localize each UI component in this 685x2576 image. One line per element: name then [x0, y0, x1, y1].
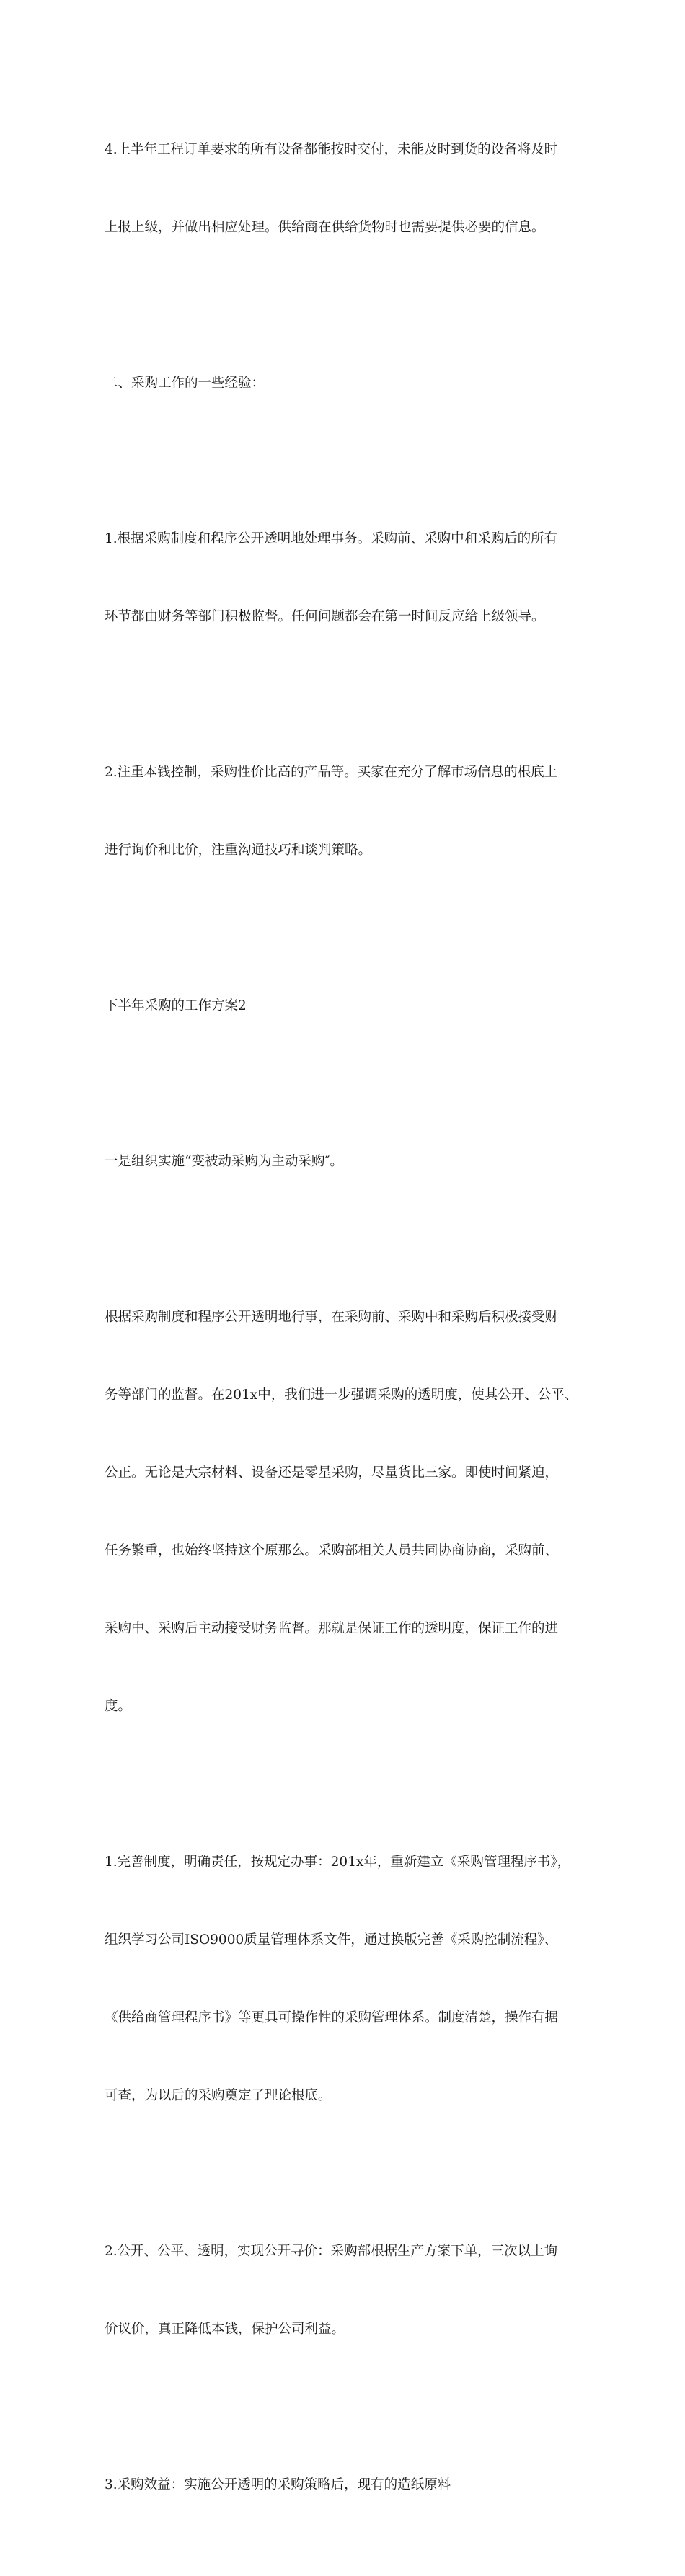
text-line: 采购中、采购后主动接受财务监督。那就是保证工作的透明度，保证工作的进 [105, 1621, 559, 1636]
text-line: 任务繁重，也始终坚持这个原那么。采购部相关人员共同协商协商，采购前、 [105, 1543, 559, 1558]
paragraph-item-4 [105, 85, 595, 293]
paragraph-plan-item-3 [105, 2420, 595, 2550]
text-line: 环节都由财务等部门积极监督。任何问题都会在第一时间反应给上级领导。 [105, 609, 545, 624]
text-line: 可查，为以后的采购奠定了理论根底。 [105, 2088, 332, 2103]
text-line: 度。 [105, 1699, 132, 1714]
section-title-plan-2 [105, 941, 595, 1071]
text-line: 1.根据采购制度和程序公开透明地处理事务。采购前、采购中和采购后的所有 [105, 531, 558, 546]
text-line: 根据采购制度和程序公开透明地行事，在采购前、采购中和采购后积极接受财 [105, 1310, 559, 1325]
text-line: 价议价，真正降低本钱，保护公司利益。 [105, 2322, 345, 2337]
text-line: 4.上半年工程订单要求的所有设备都能按时交付，未能及时到货的设备将及时 [105, 142, 558, 157]
text-line: 2.注重本钱控制，采购性价比高的产品等。买家在充分了解市场信息的根底上 [105, 765, 558, 780]
paragraph-experience-2 [105, 708, 595, 915]
text-line: 1.完善制度，明确责任，按规定办事：201x年，重新建立《采购管理程序书》， [105, 1855, 571, 1870]
text-line: 一是组织实施“变被动采购为主动采购″。 [105, 1154, 343, 1169]
paragraph-experience-1 [105, 474, 595, 682]
text-line: 上报上级，并做出相应处理。供给商在供给货物时也需要提供必要的信息。 [105, 220, 545, 235]
text-line: 《供给商管理程序书》等更具可操作性的采购管理体系。制度清楚，操作有据 [105, 2010, 559, 2025]
text-line: 2.公开、公平、透明，实现公开寻价：采购部根据生产方案下单，三次以上询 [105, 2244, 558, 2259]
text-line: 进行询价和比价，注重沟通技巧和谈判策略。 [105, 843, 372, 858]
document-body [105, 85, 595, 2576]
paragraph-point-one [105, 1097, 595, 1227]
section-heading-experience [105, 319, 595, 448]
text-line: 组织学习公司ISO9000质量管理体系文件，通过换版完善《采购控制流程》、 [105, 1932, 557, 1947]
text-line: 公正。无论是大宗材料、设备还是零星采购，尽量货比三家。即使时间紧迫， [105, 1465, 559, 1480]
text-line: 下半年采购的工作方案2 [105, 998, 247, 1013]
text-line: 二、采购工作的一些经验： [105, 376, 265, 391]
paragraph-plan-item-1 [105, 1798, 595, 2161]
paragraph-plan-item-2 [105, 2187, 595, 2394]
paragraph-transparency [105, 1253, 595, 1772]
text-line: 务等部门的监督。在201x中，我们进一步强调采购的透明度，使其公开、公平、 [105, 1387, 578, 1403]
text-line: 3.采购效益：实施公开透明的采购策略后，现有的造纸原料 [105, 2477, 451, 2492]
